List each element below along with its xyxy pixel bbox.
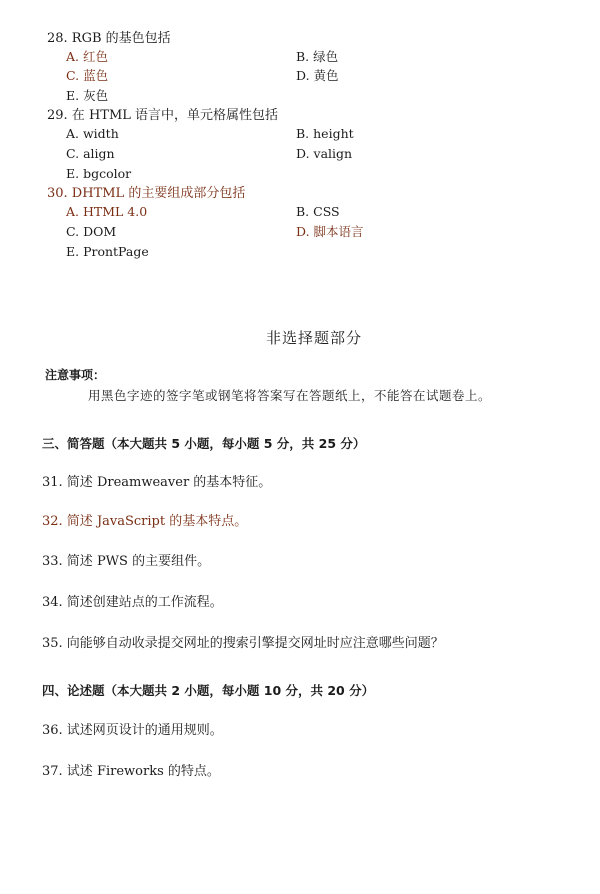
question-34: 34. 简述创建站点的工作流程。 xyxy=(42,595,223,610)
notice-text: 用黑色字迹的签字笔或钢笔将答案写在答题纸上，不能答在试题卷上。 xyxy=(88,388,492,403)
question-36: 36. 试述网页设计的通用规则。 xyxy=(42,723,223,738)
question-28-option-b: B. 绿色 xyxy=(296,49,339,64)
question-28-stem: 28. RGB 的基色包括 xyxy=(47,31,171,46)
question-29-option-a: A. width xyxy=(66,126,119,141)
question-35: 35. 向能够自动收录提交网址的搜索引擎提交网址时应注意哪些问题？ xyxy=(42,636,444,651)
question-37: 37. 试述 Fireworks 的特点。 xyxy=(42,764,220,779)
question-28-option-e: E. 灰色 xyxy=(66,88,109,103)
question-29-option-c: C. align xyxy=(66,146,115,161)
part-title: 非选择题部分 xyxy=(266,329,363,347)
section-4-heading: 四、论述题（本大题共 2 小题，每小题 10 分，共 20 分） xyxy=(42,683,375,698)
question-33: 33. 简述 PWS 的主要组件。 xyxy=(42,554,211,569)
question-31: 31. 简述 Dreamweaver 的基本特征。 xyxy=(42,475,272,490)
question-29-option-e: E. bgcolor xyxy=(66,166,132,181)
question-32: 32. 简述 JavaScript 的基本特点。 xyxy=(42,514,248,529)
question-30-option-b: B. CSS xyxy=(296,204,340,219)
question-30-option-e: E. ProntPage xyxy=(66,244,149,259)
notice-heading: 注意事项： xyxy=(45,368,106,382)
question-30-option-c: C. DOM xyxy=(66,224,117,239)
question-29-stem: 29. 在 HTML 语言中，单元格属性包括 xyxy=(47,108,279,123)
question-30-stem: 30. DHTML 的主要组成部分包括 xyxy=(47,186,246,201)
question-30-option-d: D. 脚本语言 xyxy=(296,224,364,239)
question-29-option-b: B. height xyxy=(296,126,354,141)
question-30-option-a: A. HTML 4.0 xyxy=(66,204,148,219)
question-29-option-d: D. valign xyxy=(296,146,353,161)
section-3-heading: 三、简答题（本大题共 5 小题，每小题 5 分，共 25 分） xyxy=(42,436,366,451)
question-28-option-c: C. 蓝色 xyxy=(66,68,109,83)
question-28-option-a: A. 红色 xyxy=(66,49,108,64)
question-28-option-d: D. 黄色 xyxy=(296,68,339,83)
